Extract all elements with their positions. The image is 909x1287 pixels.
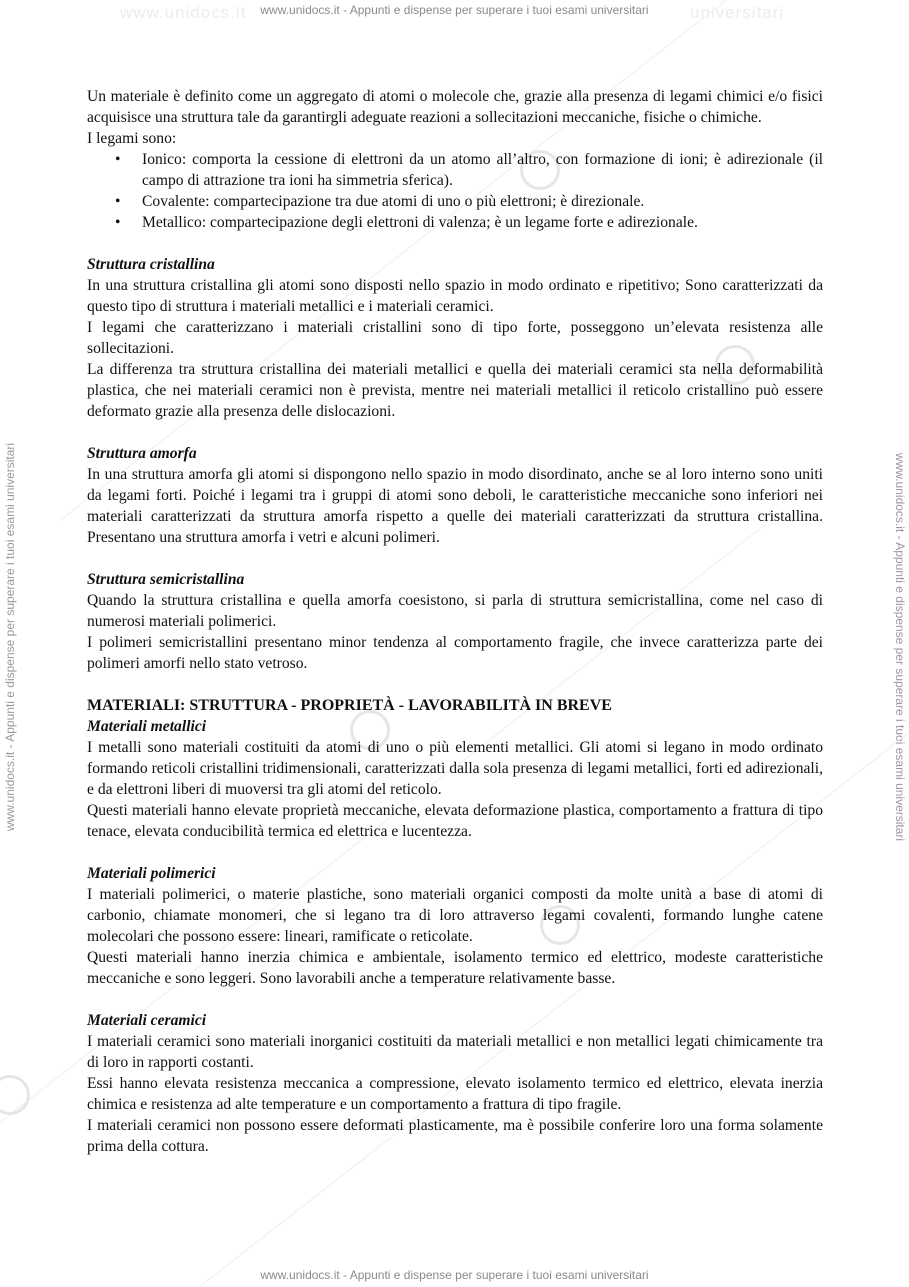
paragraph: La differenza tra struttura cristallina dei materiali metallici e quella dei materiali ceramici sta nella deformabilità plastica, che nei materiali ceramici non è prevista, mentre nei materiali metallici il reticolo cristallino può essere deformato grazie alla presenza delle dislocazioni. xyxy=(87,361,823,420)
watermark-header-link[interactable]: www.unidocs.it - Appunti e dispense per superare i tuoi esami universitari xyxy=(260,3,649,17)
watermark-footer-link[interactable]: www.unidocs.it - Appunti e dispense per superare i tuoi esami universitari xyxy=(260,1268,649,1282)
paragraph: I materiali ceramici non possono essere deformati plasticamente, ma è possibile conferire loro una forma solamente prima della cottura. xyxy=(87,1117,823,1155)
bullet-icon: • xyxy=(115,151,121,168)
bullet-icon: • xyxy=(115,214,121,231)
paragraph: In una struttura amorfa gli atomi si dispongono nello spazio in modo disordinato, anche se al loro interno sono uniti da legami forti. Poiché i legami tra i gruppi di atomi sono deboli, le caratteristiche meccaniche sono inferiori nei materiali caratterizzati da struttura amorfa rispetto a quelle dei materiali caratterizzati da struttura cristallina. Presentano una struttura amorfa i vetri e alcuni polimeri. xyxy=(87,466,823,546)
section-heading-semicristallina: Struttura semicristallina xyxy=(87,571,245,588)
legami-list xyxy=(87,149,823,233)
paragraph: I polimeri semicristallini presentano minor tendenza al comportamento fragile, che invece caratterizza parte dei polimeri amorfi nello stato vetroso. xyxy=(87,634,823,672)
unidocs-logo-icon xyxy=(0,1075,30,1115)
subsection-heading-polimerici: Materiali polimerici xyxy=(87,865,216,882)
paragraph: In una struttura cristallina gli atomi sono disposti nello spazio in modo ordinato e ripetitivo; Sono caratterizzati da questo tipo di struttura i materiali metallici e i materiali ceramici. xyxy=(87,277,823,315)
list-item xyxy=(87,149,823,191)
subsection-heading-ceramici: Materiali ceramici xyxy=(87,1012,207,1029)
paragraph: Questi materiali hanno elevate proprietà meccaniche, elevata deformazione plastica, comportamento a frattura di tipo tenace, elevata conducibilità termica ed elettrica e lucentezza. xyxy=(87,802,823,840)
list-item-text: Metallico: compartecipazione degli elettroni di valenza; è un legame forte e adirezionale. xyxy=(142,214,698,231)
legami-intro: I legami sono: xyxy=(87,130,177,147)
list-item-text: Ionico: comporta la cessione di elettroni da un atomo all’altro, con formazione di ioni; è adirezionale (il campo di attrazione tra ioni ha simmetria sferica). xyxy=(142,151,823,189)
subsection-heading-metallici: Materiali metallici xyxy=(87,718,207,735)
paragraph: Questi materiali hanno inerzia chimica e ambientale, isolamento termico ed elettrico, modeste caratteristiche meccaniche e sono leggeri. Sono lavorabili anche a temperature relativamente basse. xyxy=(87,949,823,987)
paragraph: Quando la struttura cristallina e quella amorfa coesistono, si parla di struttura semicristallina, come nel caso di numerosi materiali polimerici. xyxy=(87,592,823,630)
paragraph: Essi hanno elevata resistenza meccanica a compressione, elevato isolamento termico ed elettrico, elevata inerzia chimica e resistenza ad alte temperature e un comportamento a frattura di tipo fragile. xyxy=(87,1075,823,1113)
paragraph: I metalli sono materiali costituiti da atomi di uno o più elementi metallici. Gli atomi si legano in modo ordinato formando reticoli cristallini tridimensionali, caratterizzati dalla sola presenza di legami metallici, forti ed adirezionali, e da elettroni liberi di muoversi tra gli atomi del reticolo. xyxy=(87,739,823,798)
watermark-side-left: www.unidocs.it - Appunti e dispense per superare i tuoi esami universitari xyxy=(3,442,17,832)
watermark-ghost-right: universitari xyxy=(690,3,785,22)
section-heading-materiali: MATERIALI: STRUTTURA - PROPRIETÀ - LAVORABILITÀ IN BREVE xyxy=(87,697,612,714)
watermark-ghost-left: www.unidocs.it xyxy=(120,3,247,22)
intro-paragraph: Un materiale è definito come un aggregato di atomi o molecole che, grazie alla presenza di legami chimici e/o fisici acquisisce una struttura tale da garantirgli adeguate reazioni a sollecitazioni meccaniche, fisiche o chimiche. xyxy=(87,88,823,126)
paragraph: I legami che caratterizzano i materiali cristallini sono di tipo forte, posseggono un’elevata resistenza alle sollecitazioni. xyxy=(87,319,823,357)
watermark-side-right: www.unidocs.it - Appunti e dispense per superare i tuoi esami universitari xyxy=(893,452,907,842)
bullet-icon: • xyxy=(115,193,121,210)
list-item xyxy=(87,191,823,212)
paragraph: I materiali polimerici, o materie plastiche, sono materiali organici composti da molte unità a base di atomi di carbonio, chiamate monomeri, che si legano tra di loro attraverso legami covalenti, formando lunghe catene molecolari che possono essere: lineari, ramificate o reticolate. xyxy=(87,886,823,945)
section-heading-amorfa: Struttura amorfa xyxy=(87,445,197,462)
list-item xyxy=(87,212,823,233)
list-item-text: Covalente: compartecipazione tra due atomi di uno o più elettroni; è direzionale. xyxy=(142,193,645,210)
document-body xyxy=(87,86,823,1157)
section-heading-cristallina: Struttura cristallina xyxy=(87,256,215,273)
paragraph: I materiali ceramici sono materiali inorganici costituiti da materiali metallici e non metallici legati chimicamente tra di loro in rapporti costanti. xyxy=(87,1033,823,1071)
